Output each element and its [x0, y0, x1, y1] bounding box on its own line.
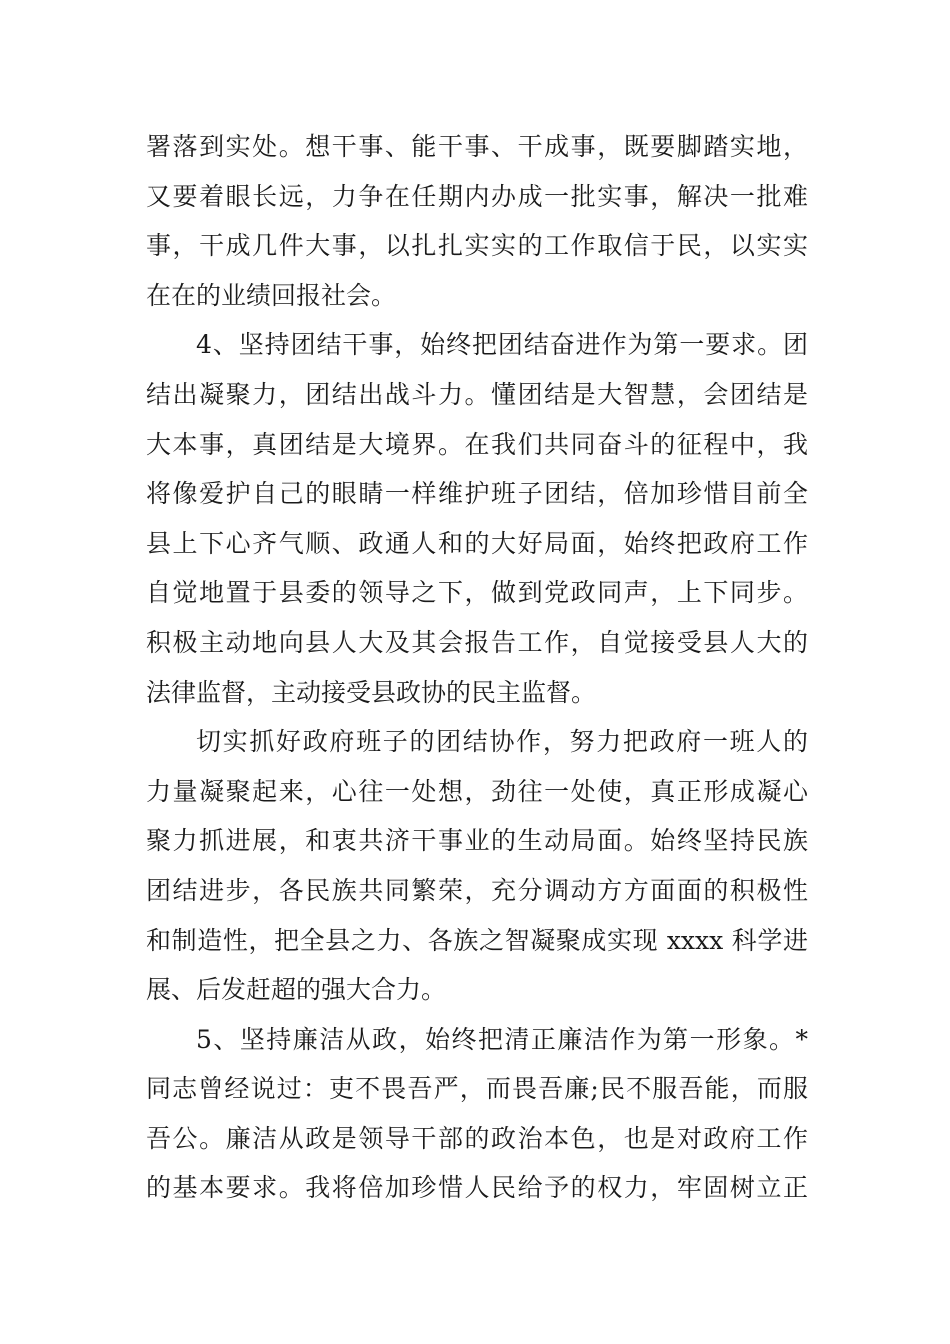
paragraph-4 [146, 1015, 808, 1213]
text-line: 力量凝聚起来，心往一处想，劲往一处使，真正形成凝心 [146, 776, 808, 806]
text-line: 聚力抓进展，和衷共济干事业的生动局面。始终坚持民族 [146, 826, 808, 856]
text-line: 结出凝聚力，团结出战斗力。懂团结是大智慧，会团结是 [146, 379, 808, 409]
paragraph-1 [146, 122, 808, 320]
text-line: 事，干成几件大事，以扎扎实实的工作取信于民，以实实 [146, 231, 808, 261]
text-line: 将像爱护自己的眼睛一样维护班子团结，倍加珍惜目前全 [146, 479, 808, 509]
text-line: 的基本要求。我将倍加珍惜人民给予的权力，牢固树立正 [146, 1173, 808, 1203]
text-line: 4、坚持团结干事，始终把团结奋进作为第一要求。团 [196, 330, 808, 360]
text-line: 5、坚持廉洁从政，始终把清正廉洁作为第一形象。* [196, 1024, 808, 1054]
paragraph-2 [146, 320, 808, 717]
text-line: 团结进步，各民族共同繁荣，充分调动方方面面的积极性 [146, 875, 808, 905]
text-line: 法律监督，主动接受县政协的民主监督。 [146, 677, 597, 707]
text-line: 切实抓好政府班子的团结协作，努力把政府一班人的 [196, 727, 808, 757]
paragraph-3 [146, 717, 808, 1015]
text-line: 积极主动地向县人大及其会报告工作，自觉接受县人大的 [146, 627, 808, 657]
text-line: 同志曾经说过：吏不畏吾严，而畏吾廉;民不服吾能，而服 [146, 1074, 808, 1104]
text-line: 吾公。廉洁从政是领导干部的政治本色，也是对政府工作 [146, 1123, 808, 1153]
text-line: 署落到实处。想干事、能干事、干成事，既要脚踏实地， [146, 132, 808, 161]
text-line: 和制造性，把全县之力、各族之智凝聚成实现 xxxx 科学进 [146, 925, 808, 955]
text-line: 在在的业绩回报社会。 [146, 280, 397, 310]
text-line: 又要着眼长远，力争在任期内办成一批实事，解决一批难 [146, 181, 808, 211]
text-line: 大本事，真团结是大境界。在我们共同奋斗的征程中，我 [146, 429, 808, 459]
text-line: 县上下心齐气顺、政通人和的大好局面，始终把政府工作 [146, 528, 808, 558]
text-line: 展、后发赶超的强大合力。 [146, 975, 447, 1005]
text-line: 自觉地置于县委的领导之下，做到党政同声，上下同步。 [146, 578, 808, 608]
body-text [146, 122, 808, 1213]
